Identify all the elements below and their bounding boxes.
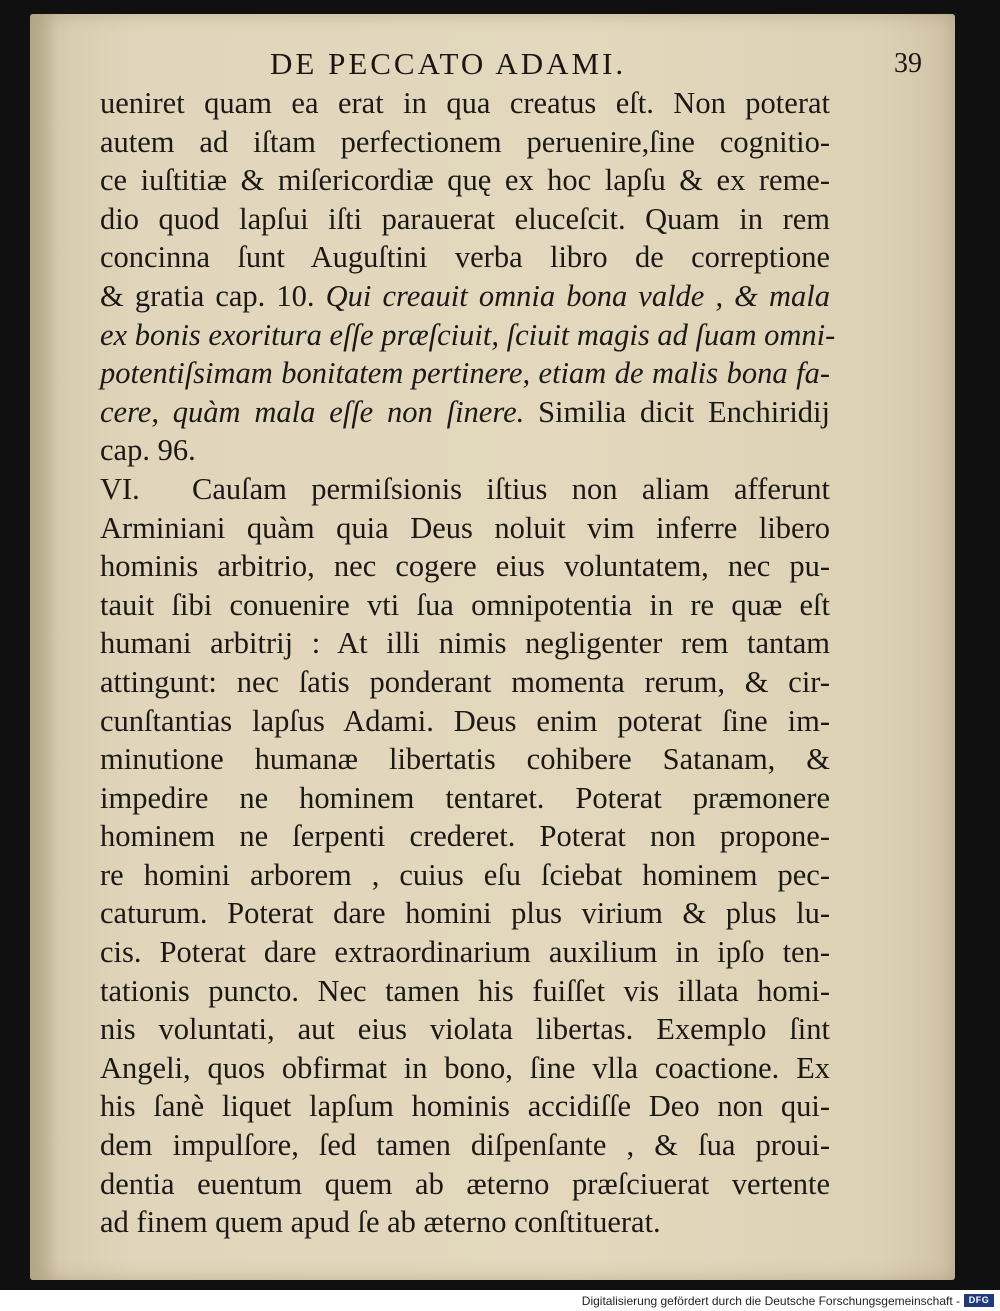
digitization-footer — [0, 1292, 1000, 1311]
text-line: dentia euentum quem ab æterno præſciuerat vertente — [100, 1166, 830, 1201]
text-roman: & gratia cap. 10. — [100, 278, 315, 313]
text-line: ce iuſtitiæ & miſericordiæ quę ex hoc lapſu & ex reme- — [100, 163, 830, 198]
text-line: caturum. Poterat dare homini plus virium & plus lu- — [100, 896, 830, 931]
quotation-line: ex bonis exoritura eſſe præſciuit, ſciuit magis ad ſuam omni- — [100, 317, 836, 352]
text-roman: Similia dicit Enchiridij — [538, 394, 830, 429]
text-line: re homini arborem , cuius eſu ſciebat hominem pec- — [100, 857, 830, 892]
text-line: cis. Poterat dare extraordinarium auxilium in ipſo ten- — [100, 935, 830, 970]
text-line: impedire ne hominem tentaret. Poterat præmonere — [100, 780, 830, 815]
text-line: Arminiani quàm quia Deus noluit vim inferre libero — [100, 510, 830, 545]
quotation-italic: Qui creauit omnia bona valde , & mala — [325, 278, 830, 313]
body-text — [100, 84, 836, 1242]
quotation-line: potentiſsimam bonitatem pertinere, etiam de malis bona fa- — [100, 356, 830, 391]
text-line: minutione humanæ libertatis cohibere Satanam, & — [100, 742, 830, 777]
dfg-logo: DFG — [964, 1294, 994, 1307]
text-line: dio quod lapſui iſti parauerat eluceſcit. Quam in rem — [100, 201, 830, 236]
funding-credit: Digitalisierung gefördert durch die Deutsche Forschungsgemeinschaft - — [581, 1294, 960, 1308]
section-number: VI. — [100, 471, 140, 506]
text-line: Angeli, quos obfirmat in bono, ſine vlla coactione. Ex — [100, 1050, 830, 1085]
text-line: tauit ſibi conuenire vti ſua omnipotentia in re quæ eſt — [100, 587, 830, 622]
text-line: tationis puncto. Nec tamen his fuiſſet vis illata homi- — [100, 973, 830, 1008]
text-line: cap. 96. — [100, 433, 196, 468]
book-page — [30, 14, 955, 1280]
text-line: hominem ne ſerpenti crederet. Poterat non propone- — [100, 819, 830, 854]
quotation-italic: cere, quàm mala eſſe non ſinere. — [100, 394, 525, 429]
running-head: DE PECCATO ADAMI. — [270, 46, 627, 81]
text-line: cunſtantias lapſus Adami. Deus enim poterat ſine im- — [100, 703, 830, 738]
page-number: 39 — [894, 48, 922, 79]
text-line: ueniret quam ea erat in qua creatus eſt. Non poterat — [100, 86, 830, 120]
text-line: ad finem quem apud ſe ab æterno conſtituerat. — [100, 1205, 661, 1240]
text-line — [100, 277, 830, 316]
text-line: autem ad iſtam perfectionem peruenire,ſine cognitio- — [100, 124, 830, 159]
page-gutter-shadow — [30, 14, 58, 1280]
text-line: hominis arbitrio, nec cogere eius voluntatem, nec pu- — [100, 549, 830, 584]
text-line: nis voluntati, aut eius violata libertas. Exemplo ſint — [100, 1012, 830, 1047]
text-line: his ſanè liquet lapſum hominis accidiſſe Deo non qui- — [100, 1089, 830, 1124]
text-line: humani arbitrij : At illi nimis negligenter rem tantam — [100, 626, 830, 661]
text-line — [100, 393, 830, 432]
section-first-line — [100, 470, 830, 509]
text-roman: Cauſam permiſsionis iſtius non aliam afferunt — [192, 471, 830, 506]
text-line: attingunt: nec ſatis ponderant momenta rerum, & cir- — [100, 664, 830, 699]
text-line: dem impulſore, ſed tamen diſpenſante , & ſua proui- — [100, 1128, 830, 1163]
page-header — [270, 44, 922, 84]
text-line: concinna ſunt Auguſtini verba libro de correptione — [100, 240, 830, 275]
